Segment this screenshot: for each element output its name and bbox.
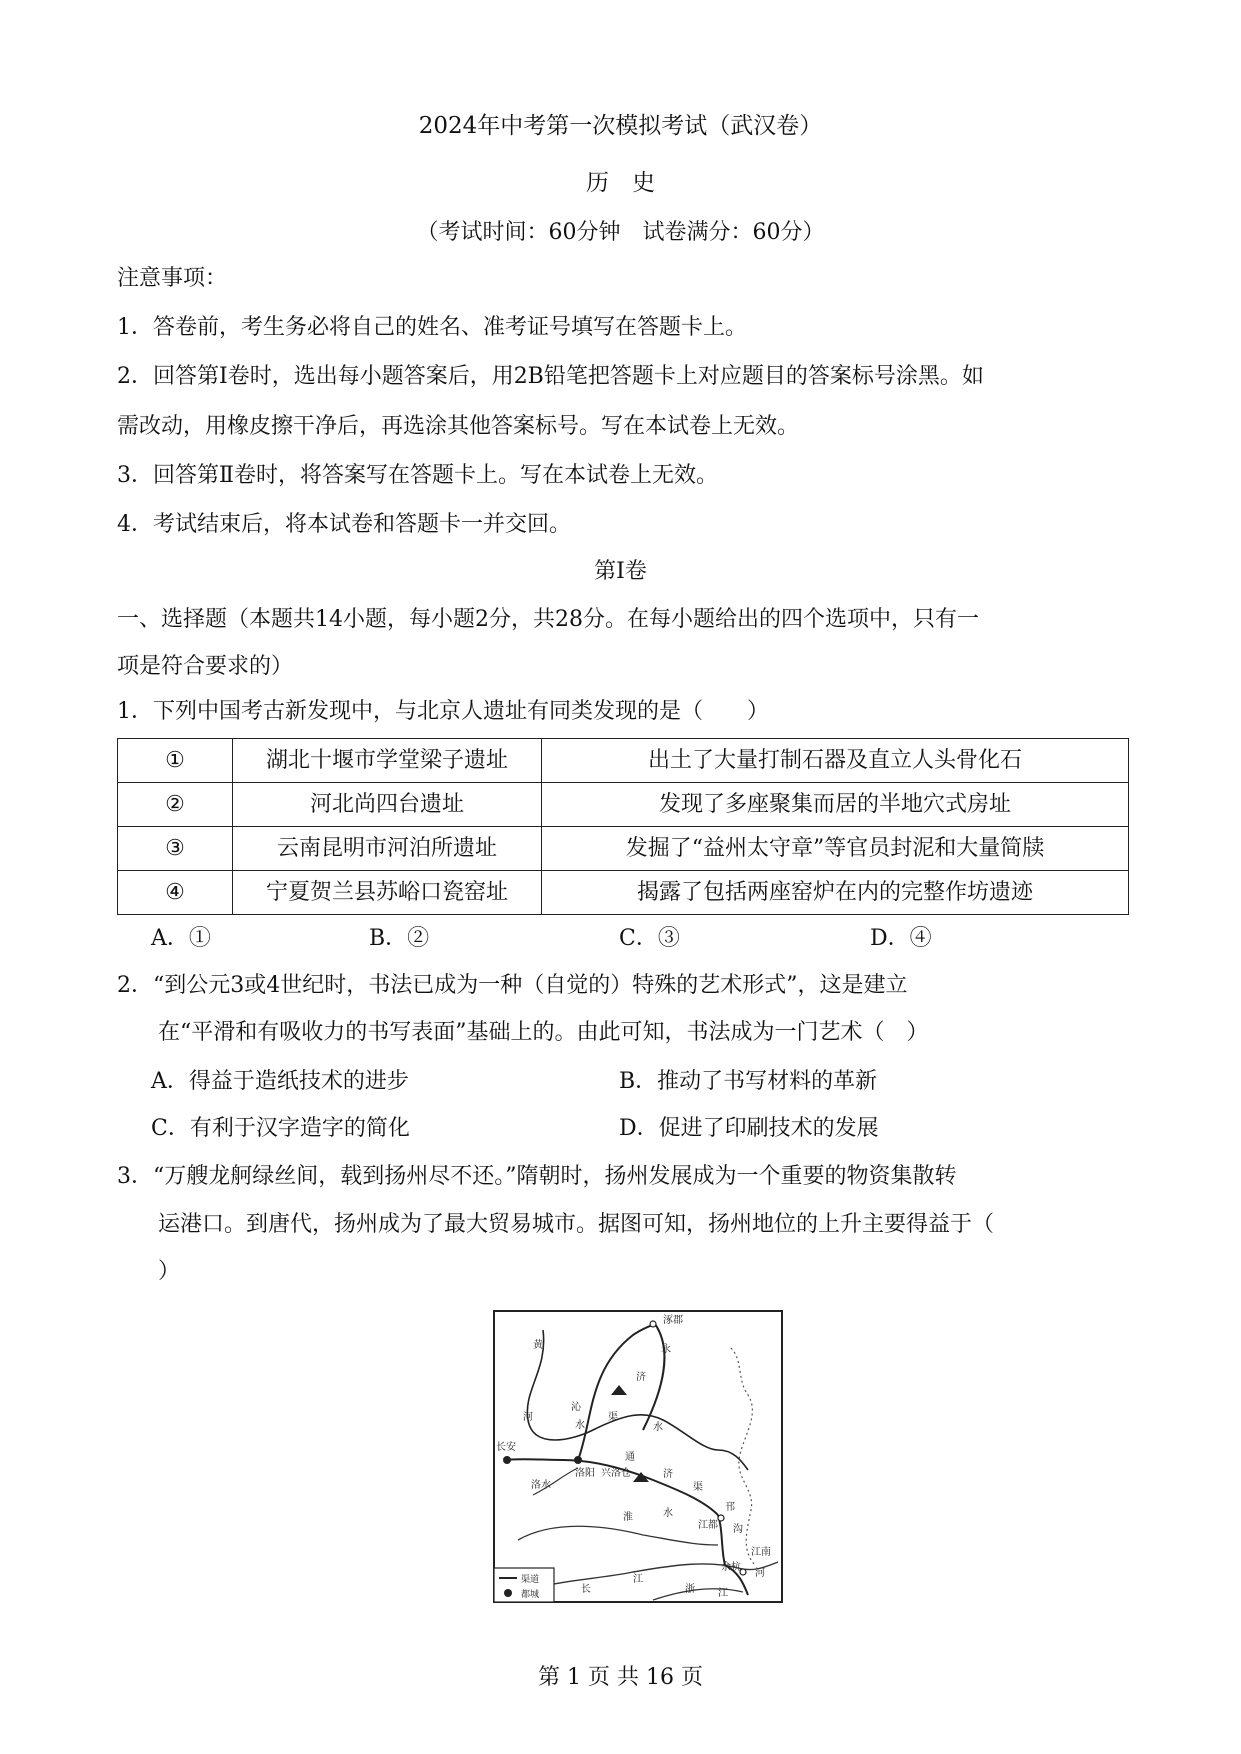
question-1-option-b: B．② (369, 926, 430, 951)
map-label: 河 (755, 1568, 765, 1579)
map-label: 长安 (496, 1442, 516, 1453)
part-heading: 一、选择题（本题共14小题，每小题2分，共28分。在每小题给出的四个选项中，只有一 (117, 607, 979, 632)
table-row (118, 871, 1129, 915)
table-row (118, 783, 1129, 827)
map-label: 沟 (733, 1524, 743, 1535)
map-label: 河 (523, 1412, 533, 1423)
notice-item: 2．回答第Ⅰ卷时，选出每小题答案后，用2B铅笔把答题卡上对应题目的答案标号涂黑。如 (117, 364, 984, 389)
table-cell: 出土了大量打制石器及直立人头骨化石 (542, 739, 1129, 783)
question-1-table (117, 738, 1129, 915)
exam-time-info: （考试时间：60分钟 试卷满分：60分） (416, 220, 825, 245)
map-label: 水 (663, 1508, 673, 1519)
question-1-option-a: A．① (151, 926, 211, 951)
map-frame (494, 1311, 782, 1602)
volume-heading: 第Ⅰ卷 (594, 559, 647, 584)
question-2-option-b: B．推动了书写材料的革新 (619, 1069, 878, 1094)
subject-title: 历 史 (586, 170, 655, 196)
map-legend-label: 渠道 (521, 1575, 540, 1585)
map-label: 永 (661, 1344, 671, 1355)
question-1-option-c: C．③ (619, 926, 680, 951)
part-heading-cont: 项是符合要求的） (117, 654, 294, 679)
table-cell: 河北尚四台遗址 (233, 783, 542, 827)
map-label: 渠 (693, 1482, 703, 1493)
map-label: 江南 (751, 1547, 771, 1558)
map-label: 沁 (571, 1402, 581, 1413)
table-row (118, 739, 1129, 783)
question-3-stem-end: ） (158, 1259, 181, 1284)
map-label: 黄 (533, 1340, 543, 1351)
question-2-stem: 2．“到公元3或4世纪时，书法已成为一种（自觉的）特殊的艺术形式”，这是建立 (117, 973, 908, 998)
question-1-option-d: D．④ (870, 926, 932, 951)
notice-item: 4．考试结束后，将本试卷和答题卡一并交回。 (117, 512, 571, 537)
map-label: 江 (633, 1574, 643, 1585)
map-label: 江 (718, 1588, 728, 1599)
table-cell: 云南昆明市河泊所遗址 (233, 827, 542, 871)
table-cell: 发掘了“益州太守章”等官员封泥和大量简牍 (542, 827, 1129, 871)
table-row (118, 827, 1129, 871)
question-3-stem: 3．“万艘龙舸绿丝间，载到扬州尽不还。”隋朝时，扬州发展成为一个重要的物资集散转 (117, 1164, 957, 1189)
question-2-option-c: C．有利于汉字造字的简化 (151, 1116, 410, 1141)
table-cell: ① (118, 739, 233, 783)
map-label: 济 (636, 1372, 646, 1383)
question-2-option-d: D．促进了印刷技术的发展 (619, 1116, 879, 1141)
map-label: 长 (581, 1584, 591, 1595)
map-label: 洛水 (531, 1480, 551, 1491)
notice-item: 3．回答第Ⅱ卷时，将答案写在答题卡上。写在本试卷上无效。 (117, 463, 718, 488)
map-label: 水 (653, 1422, 663, 1433)
map-label: 水 (575, 1420, 585, 1431)
legend-capital-icon (504, 1589, 512, 1597)
map-label: 江都 (698, 1520, 718, 1531)
map-label: 通 (625, 1452, 635, 1463)
grand-canal-map (493, 1310, 783, 1603)
map-label: 邗 (725, 1502, 735, 1513)
map-label: 余杭 (721, 1562, 741, 1573)
map-label: 浙 (685, 1584, 695, 1595)
table-cell: ③ (118, 827, 233, 871)
table-cell: 宁夏贺兰县苏峪口瓷窑址 (233, 871, 542, 915)
notice-item: 1．答卷前，考生务必将自己的姓名、准考证号填写在答题卡上。 (117, 315, 747, 340)
table-cell: 湖北十堰市学堂梁子遗址 (233, 739, 542, 783)
map-label: 兴洛仓 (601, 1468, 631, 1479)
notice-item: 需改动，用橡皮擦干净后，再选涂其他答案标号。写在本试卷上无效。 (117, 414, 800, 439)
map-label: 涿郡 (663, 1315, 683, 1326)
map-label: 洛阳 (575, 1468, 595, 1479)
table-cell: 发现了多座聚集而居的半地穴式房址 (542, 783, 1129, 827)
city-marker (718, 1515, 724, 1521)
capital-marker (503, 1456, 511, 1464)
map-label: 淮 (623, 1512, 633, 1523)
page-footer: 第 1 页 共 16 页 (538, 1665, 703, 1690)
exam-title: 2024年中考第一次模拟考试（武汉卷） (418, 113, 823, 139)
map-label: 渠 (608, 1412, 618, 1423)
city-marker (650, 1321, 656, 1327)
notice-heading: 注意事项： (117, 266, 228, 291)
table-cell: ④ (118, 871, 233, 915)
question-2-option-a: A．得益于造纸技术的进步 (151, 1069, 409, 1094)
question-2-stem-cont: 在“平滑和有吸收力的书写表面”基础上的。由此可知，书法成为一门艺术（ ） (158, 1020, 929, 1045)
table-cell: 揭露了包括两座窑炉在内的完整作坊遗迹 (542, 871, 1129, 915)
map-legend-label: 都城 (521, 1590, 540, 1600)
table-cell: ② (118, 783, 233, 827)
map-label: 济 (663, 1469, 673, 1480)
question-1-stem: 1．下列中国考古新发现中，与北京人遗址有同类发现的是（ ） (117, 699, 769, 724)
question-3-stem-cont: 运港口。到唐代，扬州成为了最大贸易城市。据图可知，扬州地位的上升主要得益于（ (158, 1212, 995, 1237)
capital-marker (574, 1456, 582, 1464)
